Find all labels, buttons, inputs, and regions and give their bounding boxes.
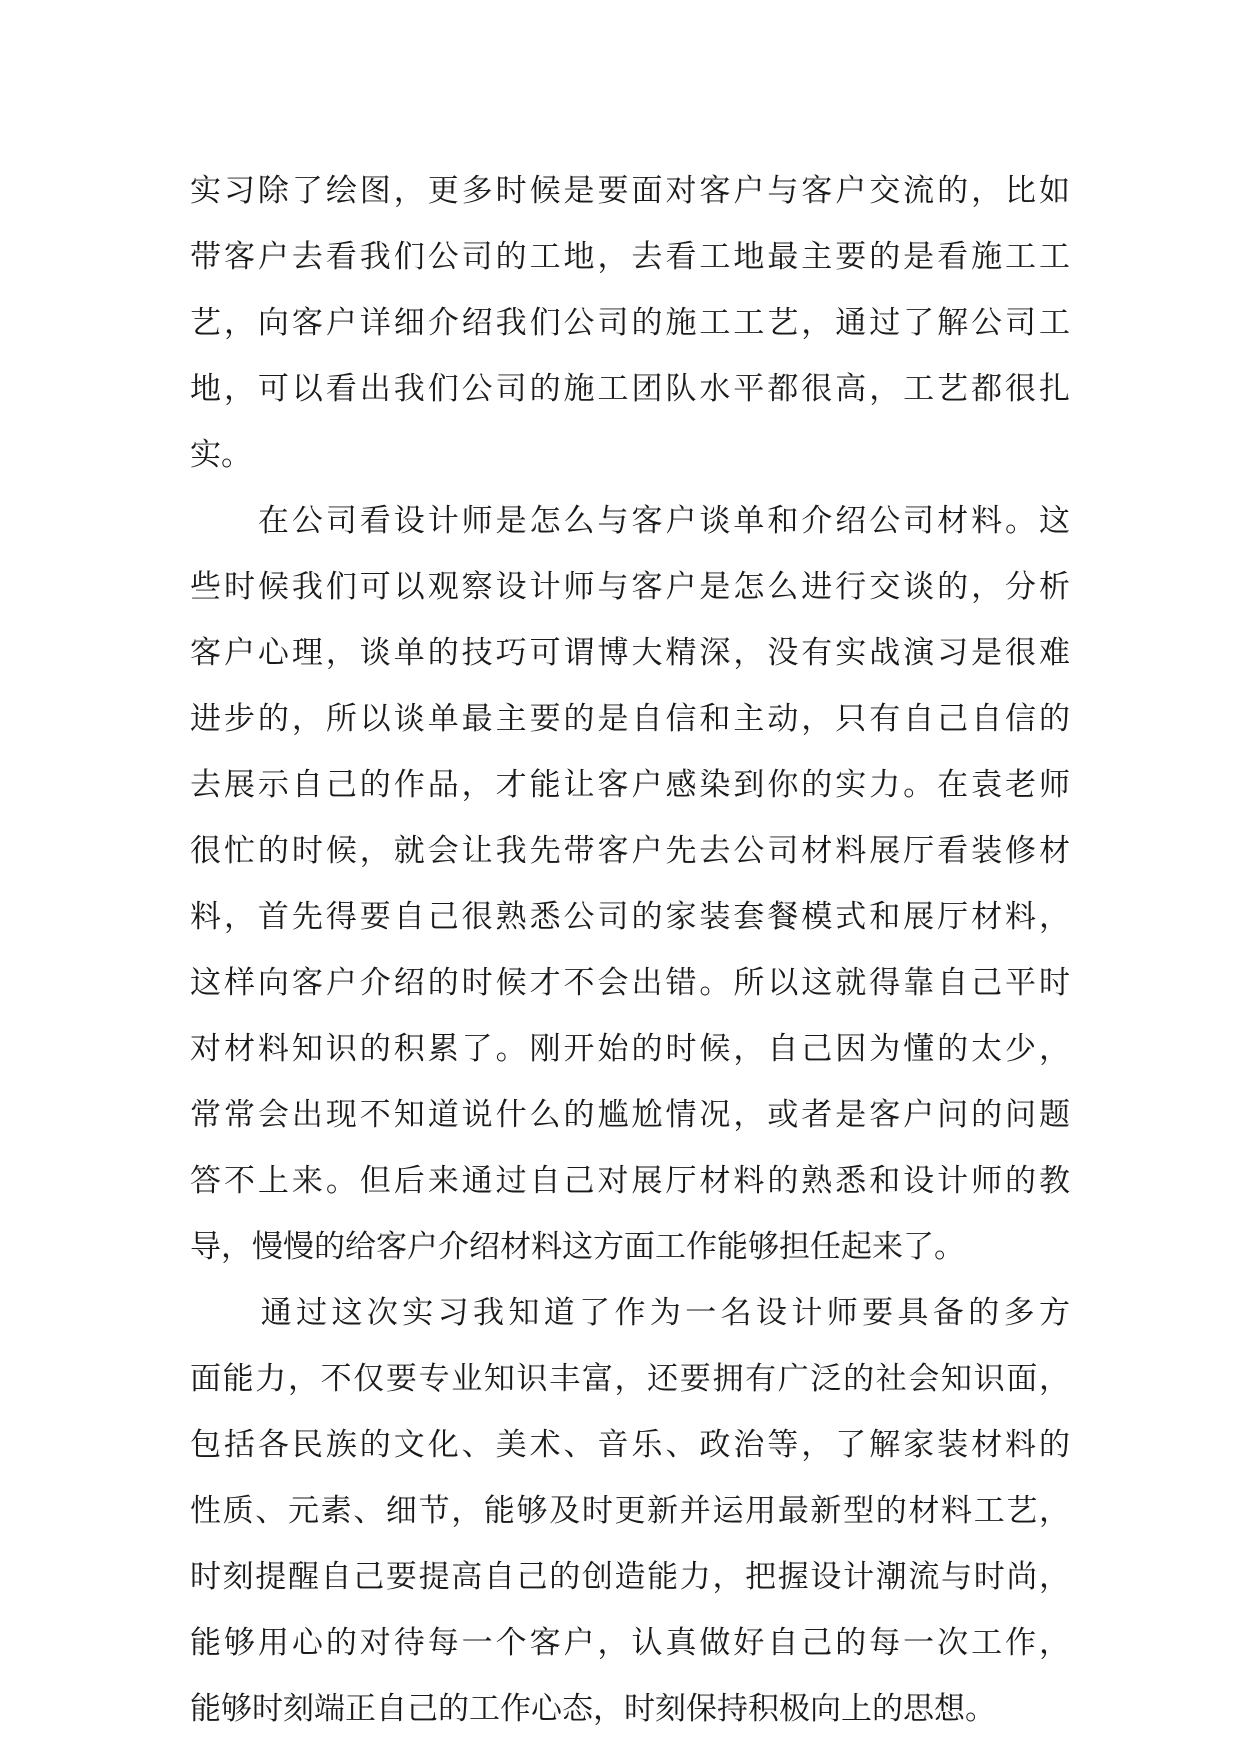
text-line: 常常会出现不知道说什么的尴尬情况，或者是客户问的问题 — [190, 1097, 1070, 1133]
paragraph-3 — [190, 1280, 1070, 1742]
text-line: 进步的，所以谈单最主要的是自信和主动，只有自己自信的 — [190, 701, 1070, 737]
body-text — [190, 158, 1070, 1742]
text-line: 时刻提醒自己要提高自己的创造能力，把握设计潮流与时尚， — [190, 1559, 1070, 1595]
text-line: 导，慢慢的给客户介绍材料这方面工作能够担任起来了。 — [190, 1229, 965, 1265]
text-line: 艺，向客户详细介绍我们公司的施工工艺，通过了解公司工 — [190, 305, 1070, 341]
text-line: 实。 — [190, 437, 252, 473]
text-line: 性质、元素、细节，能够及时更新并运用最新型的材料工艺， — [190, 1493, 1070, 1529]
text-line: 能够用心的对待每一个客户，认真做好自己的每一次工作， — [190, 1625, 1070, 1661]
text-line: 料，首先得要自己很熟悉公司的家装套餐模式和展厅材料， — [190, 899, 1070, 935]
paragraph-1 — [190, 158, 1070, 488]
text-line: 些时候我们可以观察设计师与客户是怎么进行交谈的，分析 — [190, 569, 1070, 605]
text-line: 能够时刻端正自己的工作心态，时刻保持积极向上的思想。 — [190, 1691, 996, 1727]
text-line: 很忙的时候，就会让我先带客户先去公司材料展厅看装修材 — [190, 833, 1070, 869]
text-line: 带客户去看我们公司的工地，去看工地最主要的是看施工工 — [190, 239, 1070, 275]
text-line: 这样向客户介绍的时候才不会出错。所以这就得靠自己平时 — [190, 965, 1070, 1001]
text-line: 包括各民族的文化、美术、音乐、政治等，了解家装材料的 — [190, 1427, 1070, 1463]
text-line: 面能力，不仅要专业知识丰富，还要拥有广泛的社会知识面， — [190, 1361, 1070, 1397]
paragraph-2 — [190, 488, 1070, 1280]
text-line: 实习除了绘图，更多时候是要面对客户与客户交流的，比如 — [190, 173, 1070, 209]
text-line: 地，可以看出我们公司的施工团队水平都很高，工艺都很扎 — [190, 371, 1070, 407]
text-line: 去展示自己的作品，才能让客户感染到你的实力。在袁老师 — [190, 767, 1070, 803]
text-line: 通过这次实习我知道了作为一名设计师要具备的多方 — [190, 1295, 1070, 1331]
text-line: 对材料知识的积累了。刚开始的时候，自己因为懂的太少， — [190, 1031, 1070, 1067]
text-line: 客户心理，谈单的技巧可谓博大精深，没有实战演习是很难 — [190, 635, 1070, 671]
text-line: 在公司看设计师是怎么与客户谈单和介绍公司材料。这 — [190, 503, 1070, 539]
text-line: 答不上来。但后来通过自己对展厅材料的熟悉和设计师的教 — [190, 1163, 1070, 1199]
